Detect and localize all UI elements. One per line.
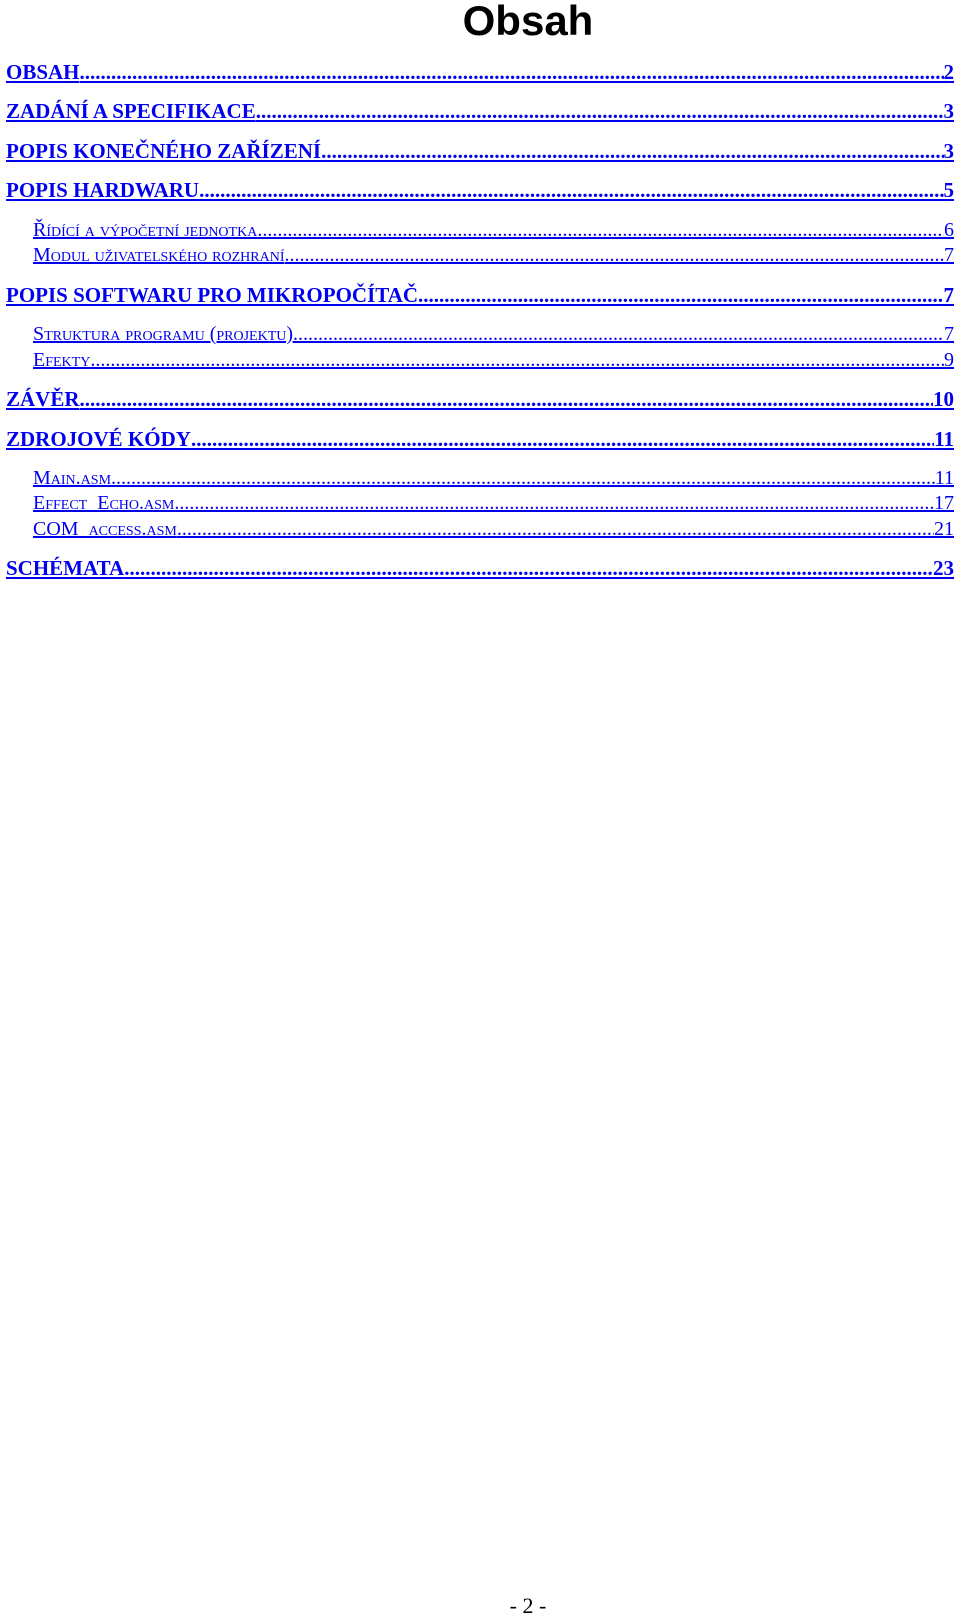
toc-entry-label: ZDROJOVÉ KÓDY	[6, 427, 191, 451]
toc-entry-popis-softwaru[interactable]	[6, 283, 954, 307]
toc-entry-effect-echo-asm[interactable]	[6, 492, 954, 514]
toc-entry-label: Efekty	[33, 349, 91, 371]
toc-entry-label: Struktura programu (projektu)	[33, 323, 294, 345]
toc-leader-dots	[80, 60, 944, 84]
toc-entry-label: COM_access.asm	[33, 518, 177, 540]
toc-leader-dots	[257, 219, 944, 241]
toc-entry-ridici-jednotka[interactable]	[6, 219, 954, 241]
toc-entry-zadani[interactable]	[6, 99, 954, 123]
toc-entry-page: 9	[944, 349, 954, 371]
toc-entry-zdrojove-kody[interactable]	[6, 427, 954, 451]
toc-entry-page: 3	[943, 99, 954, 123]
toc-leader-dots	[293, 323, 944, 345]
toc-entry-label: Main.asm	[33, 467, 112, 489]
table-of-contents	[6, 0, 954, 620]
toc-leader-dots	[191, 427, 934, 451]
toc-leader-dots	[90, 349, 944, 371]
toc-entry-main-asm[interactable]	[6, 467, 954, 489]
toc-entry-label: POPIS HARDWARU	[6, 178, 200, 202]
toc-entry-zaver[interactable]	[6, 387, 954, 411]
toc-entry-page: 23	[933, 556, 954, 580]
toc-leader-dots	[177, 518, 934, 540]
toc-entry-page: 11	[934, 467, 954, 489]
toc-entry-label: OBSAH	[6, 60, 80, 84]
toc-entry-struktura-programu[interactable]	[6, 323, 954, 345]
toc-leader-dots	[199, 178, 943, 202]
toc-leader-dots	[174, 492, 934, 514]
toc-entry-label: POPIS SOFTWARU PRO MIKROPOČÍTAČ	[6, 283, 419, 307]
toc-entry-popis-konecneho-zarizeni[interactable]	[6, 139, 954, 163]
toc-entry-page: 2	[943, 60, 954, 84]
toc-entry-com-access-asm[interactable]	[6, 518, 954, 540]
toc-entry-page: 7	[944, 244, 954, 266]
toc-entry-page: 5	[943, 178, 954, 202]
toc-entry-label: SCHÉMATA	[6, 556, 125, 580]
toc-leader-dots	[111, 467, 935, 489]
toc-leader-dots	[256, 99, 944, 123]
toc-entry-page: 21	[934, 518, 954, 540]
toc-entry-modul-rozhrani[interactable]	[6, 244, 954, 266]
toc-leader-dots	[285, 244, 944, 266]
toc-entry-page: 17	[934, 492, 954, 514]
toc-leader-dots	[418, 283, 943, 307]
toc-entry-page: 7	[943, 283, 954, 307]
toc-entry-label: ZADÁNÍ A SPECIFIKACE	[6, 99, 256, 123]
toc-entry-efekty[interactable]	[6, 349, 954, 371]
page-number: - 2 -	[509, 1593, 547, 1618]
toc-entry-obsah[interactable]	[6, 60, 954, 84]
toc-entry-popis-hardwaru[interactable]	[6, 178, 954, 202]
toc-leader-dots	[80, 387, 933, 411]
toc-entry-page: 6	[944, 219, 954, 241]
toc-entry-page: 11	[934, 427, 954, 451]
toc-entry-page: 10	[933, 387, 954, 411]
toc-entry-label: Řídící a výpočetní jednotka	[33, 219, 258, 241]
page-title: Obsah	[462, 0, 594, 44]
toc-entry-label: Modul uživatelského rozhraní	[33, 244, 285, 266]
toc-entry-label: Effect_Echo.asm	[33, 492, 175, 514]
toc-entry-page: 3	[943, 139, 954, 163]
toc-entry-label: POPIS KONEČNÉHO ZAŘÍZENÍ	[6, 139, 322, 163]
toc-leader-dots	[124, 556, 933, 580]
toc-entry-label: ZÁVĚR	[6, 387, 80, 411]
toc-entry-schemata[interactable]	[6, 556, 954, 580]
toc-leader-dots	[321, 139, 943, 163]
toc-entry-page: 7	[944, 323, 954, 345]
